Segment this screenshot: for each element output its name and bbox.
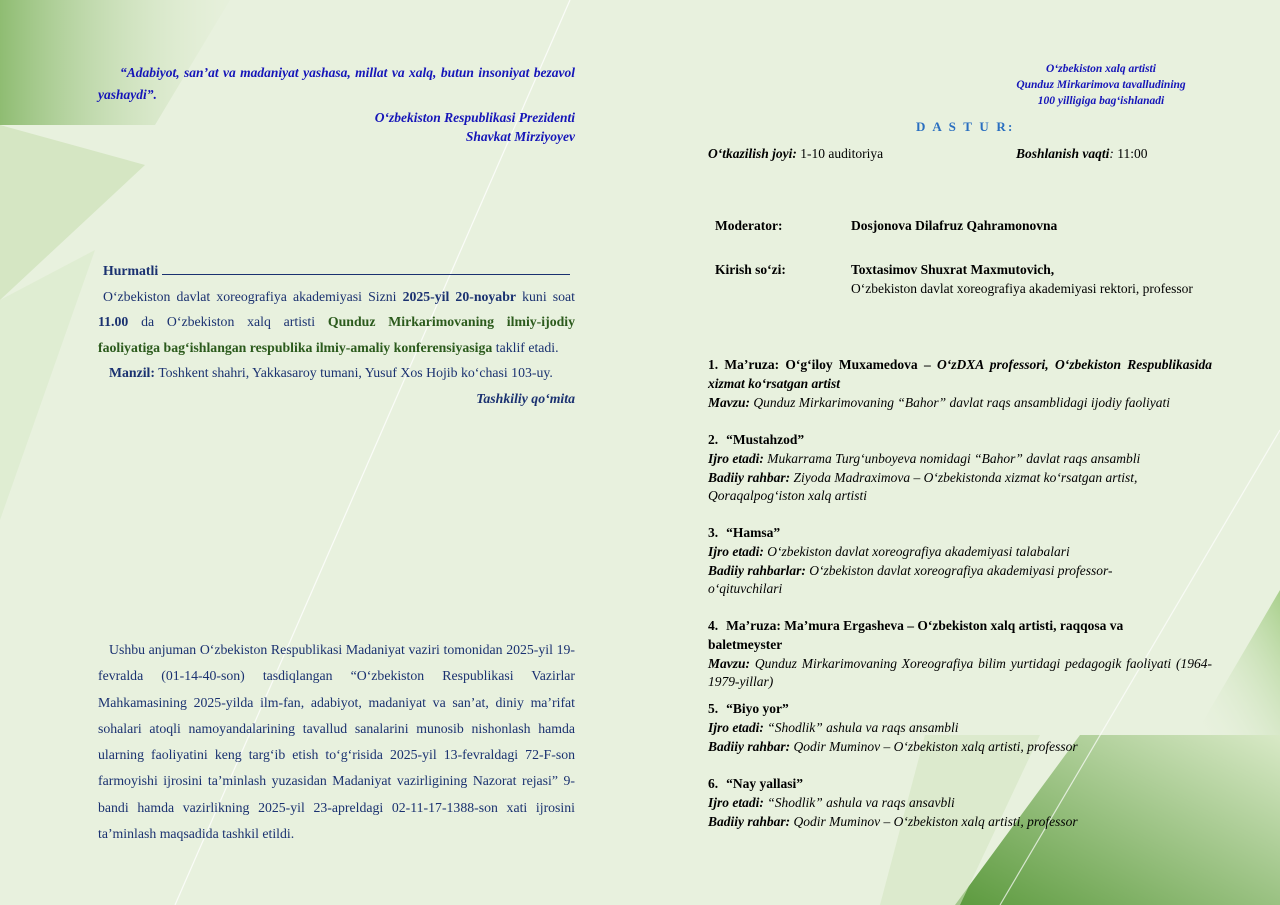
program-item-6 bbox=[708, 775, 1212, 831]
item-label: Badiiy rahbar: bbox=[708, 813, 791, 829]
item-title: Ma’ruza: Ma’mura Ergasheva – O‘zbekiston xalq artisti, raqqosa va baletmeyster bbox=[708, 618, 1124, 652]
item-label: Badiiy rahbar: bbox=[708, 469, 791, 485]
moderator-value bbox=[851, 216, 1211, 235]
invite-date: 2025-yil 20-noyabr bbox=[402, 288, 516, 304]
venue bbox=[708, 146, 883, 162]
header-line-2: Qunduz Mirkarimova tavalludining bbox=[1016, 79, 1186, 91]
item-value: O‘zbekiston davlat xoreografiya akademiyasi professor-o‘qituvchilari bbox=[708, 562, 1113, 597]
invite-text-2: kuni soat bbox=[522, 288, 575, 304]
item-label: Ijro etadi: bbox=[708, 450, 764, 466]
item-value: Mukarrama Turg‘unboyeva nomidagi “Bahor” davlat raqs ansambli bbox=[767, 450, 1141, 466]
program-item-2 bbox=[708, 431, 1212, 506]
quote-author bbox=[98, 108, 575, 146]
item-value: “Shodlik” ashula va raqs ansavbli bbox=[767, 794, 955, 810]
greeting-word: Hurmatli bbox=[103, 263, 159, 278]
item-value: “Shodlik” ashula va raqs ansambli bbox=[767, 719, 959, 735]
item-value: Qodir Muminov – O‘zbekiston xalq artisti, professor bbox=[793, 813, 1078, 829]
invite-text-1: O‘zbekiston davlat xoreografiya akademiyasi Sizni bbox=[103, 288, 397, 304]
organizing-committee-signature: Tashkiliy qo‘mita bbox=[476, 390, 575, 406]
legal-basis-note: Ushbu anjuman O‘zbekiston Respublikasi Madaniyat vaziri tomonidan 2025-yil 19-fevralda (01-14-40-son) tasdiqlangan “O‘zbekiston Respublikasi Vazirlar Mahkamasining 2025-yilda ilm-fan, adabiyot, madaniyat va san’at, diniy ma’rifat sohalari atoqli namoyandalarining tavallud sanalarini munosib nishonlash hamda ularning faoliyatini keng targ‘ib etish to‘g‘risida 2025-yil 13-fevraldagi 72-F-son farmoyishi ijrosini ta’minlash yuzasidan Madaniyat vazirligining Nazorat rejasi” 9-bandi hamda vazirlikning 2025-yil 23-apreldagi 02-11-17-1388-son xati ijrosini ta’minlash maqsadida tashkil etildi. bbox=[98, 642, 575, 842]
greeting-line bbox=[98, 258, 575, 284]
item-label: Ijro etadi: bbox=[708, 794, 764, 810]
item-label: Badiiy rahbar: bbox=[708, 738, 791, 754]
program-header bbox=[970, 61, 1232, 109]
start-label: Boshlanish vaqti bbox=[1016, 146, 1110, 161]
moderator-label: Moderator: bbox=[715, 218, 783, 233]
item-value: Ziyoda Madraximova – O‘zbekistonda xizmat ko‘rsatgan artist, Qoraqalpog‘iston xalq artisti bbox=[708, 469, 1138, 504]
invite-topic: Qunduz Mirkarimovaning ilmiy-ijodiy faoliyatiga bag‘ishlangan respublika ilmiy-amaliy konferensiyasiga bbox=[98, 314, 576, 355]
item-value: O‘zbekiston davlat xoreografiya akademiyasi talabalari bbox=[767, 543, 1070, 559]
item-title-italic: O‘zDXA professori, O‘zbekiston Respublikasida xizmat ko‘rsatgan artist bbox=[708, 357, 1212, 391]
item-title: “Nay yallasi” bbox=[726, 776, 804, 791]
moderator-name: Dosjonova Dilafruz Qahramonovna bbox=[851, 218, 1058, 233]
intro-label: Kirish so‘zi: bbox=[715, 262, 786, 277]
item-title: “Mustahzod” bbox=[726, 432, 805, 447]
program-title: D A S T U R: bbox=[916, 119, 1015, 134]
item-title: Ma’ruza: O‘g‘iloy Muxamedova – bbox=[724, 357, 931, 372]
item-number: 6. bbox=[708, 776, 719, 791]
item-value: Qunduz Mirkarimovaning Xoreografiya bilim yurtidagi pedagogik faoliyati (1964-1979-yillar) bbox=[708, 655, 1213, 690]
program-item-1 bbox=[708, 356, 1212, 412]
item-title: “Hamsa” bbox=[726, 525, 781, 540]
header-line-3: 100 yilligiga bag‘ishlanadi bbox=[1037, 95, 1165, 107]
item-value: Qodir Muminov – O‘zbekiston xalq artisti, professor bbox=[793, 738, 1078, 754]
item-label: Mavzu: bbox=[708, 394, 751, 410]
quote-author-title: O‘zbekiston Respublikasi Prezidenti bbox=[374, 110, 575, 125]
item-number: 2. bbox=[708, 432, 719, 447]
venue-label: O‘tkazilish joyi: bbox=[708, 146, 797, 161]
item-label: Ijro etadi: bbox=[708, 719, 764, 735]
item-label: Ijro etadi: bbox=[708, 543, 764, 559]
program-page bbox=[640, 0, 1280, 905]
item-number: 5. bbox=[708, 701, 719, 716]
intro-speaker-role: O‘zbekiston davlat xoreografiya akademiyasi rektori, professor bbox=[851, 281, 1193, 296]
president-quote: “Adabiyot, san’at va madaniyat yashasa, millat va xalq, butun insoniyat bezavol yashaydi”. bbox=[98, 65, 575, 102]
start-time: Boshlanish vaqti: 11:00 bbox=[1016, 146, 1148, 161]
item-number: 3. bbox=[708, 525, 719, 540]
intro-speaker-name: Toxtasimov Shuxrat Maxmutovich, bbox=[851, 262, 1055, 277]
item-label: Badiiy rahbarlar: bbox=[708, 562, 806, 578]
intro-speaker bbox=[851, 260, 1211, 298]
address-label: Manzil: bbox=[109, 365, 155, 381]
item-number: 4. bbox=[708, 618, 719, 633]
program-item-3 bbox=[708, 524, 1212, 599]
invite-text-3: da O‘zbekiston xalq artisti bbox=[141, 314, 316, 330]
address-value: Toshkent shahri, Yakkasaroy tumani, Yusuf Xos Hojib ko‘chasi 103-uy. bbox=[158, 365, 553, 381]
invitation-text bbox=[98, 284, 575, 361]
invite-text-4: taklif etadi. bbox=[495, 339, 559, 355]
item-value: Qunduz Mirkarimovaning “Bahor” davlat raqs ansamblidagi ijodiy faoliyati bbox=[753, 394, 1171, 410]
item-label: Mavzu: bbox=[708, 655, 751, 671]
recipient-blank-line bbox=[162, 261, 570, 275]
start-value: 11:00 bbox=[1117, 146, 1148, 161]
quote-author-name: Shavkat Mirziyoyev bbox=[465, 129, 575, 144]
invitation-letter bbox=[98, 258, 575, 412]
venue-value: 1-10 auditoriya bbox=[800, 146, 884, 161]
program-item-4 bbox=[708, 617, 1212, 692]
invite-time: 11.00 bbox=[98, 314, 129, 330]
item-number: 1. bbox=[708, 357, 719, 372]
address bbox=[98, 360, 575, 386]
program-item-5 bbox=[708, 700, 1212, 756]
item-title: “Biyo yor” bbox=[726, 701, 789, 716]
header-line-1: O‘zbekiston xalq artisti bbox=[1046, 63, 1156, 75]
